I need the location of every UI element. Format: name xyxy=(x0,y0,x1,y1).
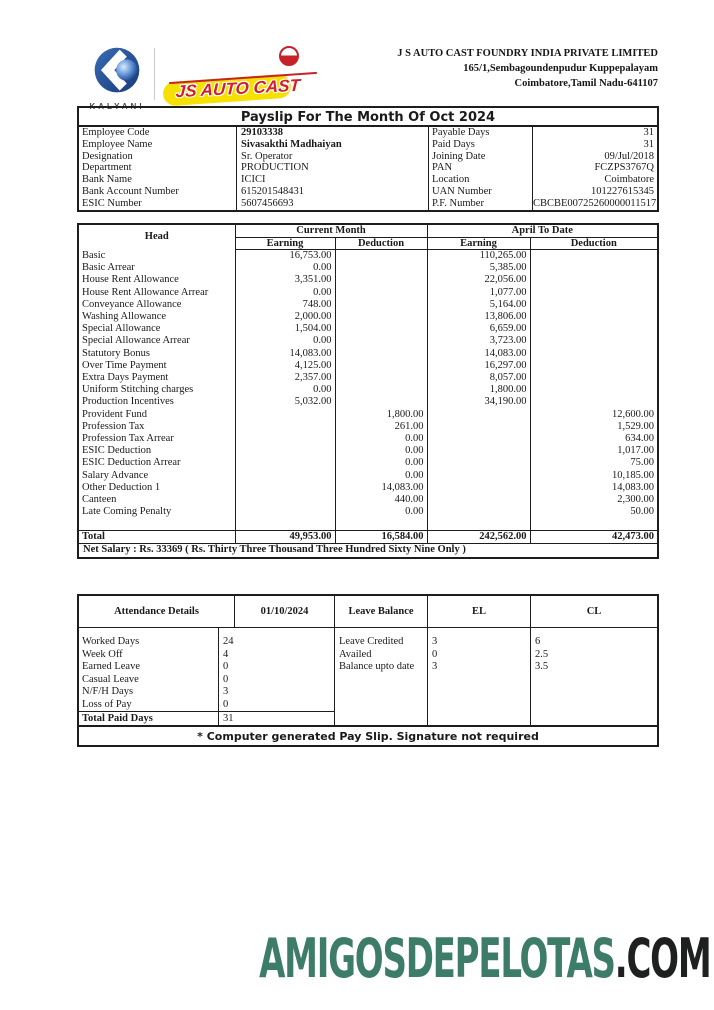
pay-cm-deduction-cell xyxy=(335,287,427,299)
info-value-left: ICICI xyxy=(236,174,428,186)
leave-balance-label: Leave Credited xyxy=(335,636,428,649)
pay-cm-deduction-cell xyxy=(335,274,427,286)
pay-cm-earning-cell: 2,000.00 xyxy=(235,311,335,323)
pay-cm-deduction-cell xyxy=(335,396,427,408)
pay-cm-earning-cell: 0.00 xyxy=(235,335,335,347)
pay-atd-earning-cell xyxy=(427,482,530,494)
attendance-label: Earned Leave xyxy=(82,661,141,672)
attendance-label: Worked Days xyxy=(82,636,140,647)
company-address-line1: 165/1,Sembagoundenpudur Kuppepalayam xyxy=(463,63,658,74)
pay-atd-earning-cell xyxy=(427,457,530,469)
company-name: J S AUTO CAST FOUNDRY INDIA PRIVATE LIMITED xyxy=(397,48,658,59)
total-cm-deduction: 16,584.00 xyxy=(335,531,427,544)
attendance-header-cl: CL xyxy=(586,606,602,617)
info-value-right: FCZPS3767Q xyxy=(532,162,657,174)
info-value-right: 31 xyxy=(532,139,657,151)
pay-head-cell: ESIC Deduction Arrear xyxy=(79,457,235,469)
pay-cm-earning-cell: 5,032.00 xyxy=(235,396,335,408)
leave-balance-label xyxy=(335,686,428,699)
pay-cm-deduction-cell xyxy=(335,311,427,323)
info-label-left: Bank Name xyxy=(82,174,132,186)
pay-atd-earning-cell: 8,057.00 xyxy=(427,372,530,384)
attendance-header-el: EL xyxy=(428,596,531,627)
pay-head-cell: Production Incentives xyxy=(79,396,235,408)
info-label-left: ESIC Number xyxy=(82,197,142,209)
info-value-left: 615201548431 xyxy=(236,186,428,198)
pay-cm-earning-cell: 16,753.00 xyxy=(235,250,335,263)
leave-cl-value: 3.5 xyxy=(535,661,549,672)
employee-info-table xyxy=(79,127,657,210)
pay-row xyxy=(79,311,657,323)
pay-head-cell: Late Coming Penalty xyxy=(79,506,235,518)
pay-atd-deduction-cell xyxy=(530,299,657,311)
pay-cm-earning-cell xyxy=(235,433,335,445)
info-value-right: Coimbatore xyxy=(532,174,657,186)
pay-atd-earning-cell xyxy=(427,409,530,421)
attendance-value: 24 xyxy=(218,636,335,649)
attendance-box xyxy=(77,594,659,747)
pay-cm-deduction-cell xyxy=(335,348,427,360)
pay-row xyxy=(79,348,657,360)
attendance-header xyxy=(79,596,657,628)
info-label-left: Designation xyxy=(82,150,133,162)
total-paid-days-value: 31 xyxy=(218,711,335,725)
pay-table xyxy=(79,225,657,557)
pay-atd-deduction-cell xyxy=(530,372,657,384)
pay-cm-deduction-cell xyxy=(335,250,427,263)
pay-cm-deduction-cell xyxy=(335,262,427,274)
pay-atd-deduction-cell xyxy=(530,360,657,372)
pay-atd-earning-cell: 1,077.00 xyxy=(427,287,530,299)
pay-table-box xyxy=(77,223,659,559)
pay-cm-earning-cell xyxy=(235,470,335,482)
pay-cm-deduction-cell xyxy=(335,323,427,335)
pay-row xyxy=(79,457,657,469)
pay-row xyxy=(79,384,657,396)
pay-row xyxy=(79,360,657,372)
info-value-left: PRODUCTION xyxy=(236,162,428,174)
pay-row xyxy=(79,299,657,311)
pay-atd-earning-cell: 16,297.00 xyxy=(427,360,530,372)
info-value-left: 5607456693 xyxy=(236,198,428,210)
leave-cl-value xyxy=(531,674,657,687)
pay-head-cell: Basic Arrear xyxy=(79,262,235,274)
pay-atd-deduction-cell: 1,529.00 xyxy=(617,420,654,432)
brand-header xyxy=(86,44,658,110)
col-header-april-to-date: April To Date xyxy=(427,225,657,238)
attendance-body xyxy=(79,628,657,725)
pay-row xyxy=(79,470,657,482)
pay-row xyxy=(79,250,657,263)
pay-atd-earning-cell xyxy=(427,506,530,518)
info-label-left: Department xyxy=(82,162,132,174)
info-value-right: 101227615345 xyxy=(532,186,657,198)
pay-row xyxy=(79,274,657,286)
pay-cm-earning-cell xyxy=(235,421,335,433)
net-salary-text: Net Salary : Rs. 33369 ( Rs. Thirty Three Thousand Three Hundred Sixty Nine Only ) xyxy=(83,544,466,556)
leave-el-value xyxy=(428,686,531,699)
pay-head-cell: Special Allowance xyxy=(79,323,235,335)
pay-cm-deduction-cell: 440.00 xyxy=(335,494,427,506)
info-label-right: Location xyxy=(428,174,532,186)
payslip-title: Payslip For The Month Of Oct 2024 xyxy=(79,108,657,127)
pay-atd-earning-cell xyxy=(427,433,530,445)
pay-cm-deduction-cell: 0.00 xyxy=(335,433,427,445)
pay-atd-deduction-cell: 10,185.00 xyxy=(612,469,654,481)
pay-cm-earning-cell: 0.00 xyxy=(235,262,335,274)
total-cm-earning: 49,953.00 xyxy=(235,531,335,544)
logo-divider xyxy=(154,48,155,100)
total-atd-earning: 242,562.00 xyxy=(427,531,530,544)
info-label-left: Employee Name xyxy=(82,138,153,150)
pay-cm-earning-cell: 1,504.00 xyxy=(235,323,335,335)
pay-atd-deduction-cell xyxy=(530,274,657,286)
total-atd-deduction: 42,473.00 xyxy=(530,531,657,544)
pay-head-cell: House Rent Allowance xyxy=(79,274,235,286)
pay-cm-deduction-cell xyxy=(335,360,427,372)
leave-el-value xyxy=(428,674,531,687)
pay-cm-earning-cell: 0.00 xyxy=(235,287,335,299)
attendance-value: 4 xyxy=(218,649,335,662)
pay-row xyxy=(79,433,657,445)
leave-balance-label: Balance upto date xyxy=(335,661,428,674)
pay-atd-earning-cell: 34,190.00 xyxy=(427,396,530,408)
col-header-cm-deduction: Deduction xyxy=(335,238,427,250)
pay-cm-deduction-cell: 0.00 xyxy=(335,445,427,457)
pay-cm-deduction-cell xyxy=(335,372,427,384)
company-address-line2: Coimbatore,Tamil Nadu-641107 xyxy=(514,78,658,89)
attendance-value: 3 xyxy=(218,686,335,699)
pay-row xyxy=(79,323,657,335)
pay-cm-earning-cell: 14,083.00 xyxy=(235,348,335,360)
js-auto-cast-logo-text: JS AUTO CAST xyxy=(175,75,301,102)
pay-row xyxy=(79,287,657,299)
pay-head-cell: Washing Allowance xyxy=(79,311,235,323)
pay-cm-earning-cell: 3,351.00 xyxy=(235,274,335,286)
watermark-main: AMIGOSDEPELOTAS xyxy=(258,927,615,990)
info-value-right: 09/Jul/2018 xyxy=(532,151,657,163)
company-block xyxy=(397,46,658,91)
pay-row xyxy=(79,494,657,506)
attendance-label: Casual Leave xyxy=(82,673,139,685)
pay-atd-deduction-cell xyxy=(530,384,657,396)
pay-atd-earning-cell: 22,056.00 xyxy=(427,274,530,286)
pay-head-cell: Statutory Bonus xyxy=(79,348,235,360)
pay-cm-deduction-cell xyxy=(335,384,427,396)
leave-el-value: 3 xyxy=(428,661,531,674)
pay-atd-deduction-cell xyxy=(530,262,657,274)
pay-cm-earning-cell: 4,125.00 xyxy=(235,360,335,372)
pay-row xyxy=(79,335,657,347)
pay-row xyxy=(79,396,657,408)
attendance-value: 0 xyxy=(218,674,335,687)
pay-atd-earning-cell xyxy=(427,470,530,482)
col-header-atd-earning: Earning xyxy=(427,238,530,250)
pay-row xyxy=(79,482,657,494)
pay-atd-earning-cell: 1,800.00 xyxy=(427,384,530,396)
pay-atd-earning-cell: 13,806.00 xyxy=(427,311,530,323)
pay-atd-deduction-cell xyxy=(530,348,657,360)
leave-el-value: 0 xyxy=(428,649,531,662)
attendance-header-details: Attendance Details xyxy=(79,596,235,627)
pay-atd-earning-cell: 14,083.00 xyxy=(427,348,530,360)
net-salary-row xyxy=(79,544,657,557)
pay-cm-deduction-cell: 14,083.00 xyxy=(335,482,427,494)
js-auto-cast-logo xyxy=(163,46,323,108)
js-auto-cast-emblem-icon xyxy=(279,46,299,66)
attendance-header-leave-balance: Leave Balance xyxy=(335,596,428,627)
pay-head-cell: House Rent Allowance Arrear xyxy=(79,287,235,299)
pay-head-cell: Uniform Stitching charges xyxy=(79,384,235,396)
pay-head-cell: Canteen xyxy=(79,494,235,506)
info-label-right: P.F. Number xyxy=(428,198,532,210)
attendance-label: N/F/H Days xyxy=(82,686,134,697)
pay-head-cell: Provident Fund xyxy=(79,409,235,421)
pay-row xyxy=(79,445,657,457)
leave-balance-label xyxy=(335,674,428,687)
leave-cl-value xyxy=(531,686,657,699)
pay-table-body xyxy=(79,250,657,557)
pay-head-cell: ESIC Deduction xyxy=(79,445,235,457)
pay-cm-deduction-cell: 0.00 xyxy=(335,506,427,518)
pay-cm-earning-cell xyxy=(235,445,335,457)
pay-spacer-row xyxy=(79,518,657,530)
pay-cm-deduction-cell xyxy=(335,335,427,347)
info-value-right: CBCBE00725260000011517 xyxy=(533,197,657,209)
total-paid-days-label: Total Paid Days xyxy=(79,711,218,725)
pay-atd-deduction-cell: 50.00 xyxy=(630,506,654,518)
attendance-value: 0 xyxy=(218,661,335,674)
kalyani-emblem-icon xyxy=(90,83,144,100)
pay-total-row xyxy=(79,531,657,544)
pay-row xyxy=(79,506,657,518)
pay-atd-deduction-cell: 1,017.00 xyxy=(617,445,654,457)
footer-note: * Computer generated Pay Slip. Signature not required xyxy=(79,725,657,745)
col-header-cm-earning: Earning xyxy=(235,238,335,250)
kalyani-logo xyxy=(86,46,148,111)
pay-head-cell: Other Deduction 1 xyxy=(79,482,235,494)
leave-balance-label: Availed xyxy=(335,649,428,662)
attendance-header-date: 01/10/2024 xyxy=(235,596,335,627)
pay-atd-deduction-cell xyxy=(530,250,657,263)
pay-cm-deduction-cell: 261.00 xyxy=(335,421,427,433)
info-value-left: 29103338 xyxy=(236,127,428,139)
pay-atd-deduction-cell xyxy=(530,335,657,347)
leave-cl-value: 2.5 xyxy=(535,648,549,660)
info-label-right: Paid Days xyxy=(428,139,532,151)
pay-atd-deduction-cell: 2,300.00 xyxy=(617,494,654,506)
logo-group xyxy=(86,46,323,111)
pay-head-cell: Salary Advance xyxy=(79,470,235,482)
info-label-right: PAN xyxy=(428,162,532,174)
info-label-right: Joining Date xyxy=(428,151,532,163)
pay-head-cell: Profession Tax Arrear xyxy=(79,433,235,445)
pay-cm-earning-cell xyxy=(235,494,335,506)
pay-head-cell: Over Time Payment xyxy=(79,360,235,372)
info-label-right: UAN Number xyxy=(428,186,532,198)
pay-atd-deduction-cell: 75.00 xyxy=(630,457,654,469)
info-value-right: 31 xyxy=(532,127,657,139)
info-label-right: Payable Days xyxy=(428,127,532,139)
attendance-label: Loss of Pay xyxy=(82,698,132,710)
col-header-current-month: Current Month xyxy=(235,225,427,238)
pay-atd-deduction-cell xyxy=(530,323,657,335)
pay-cm-earning-cell xyxy=(235,482,335,494)
pay-cm-deduction-cell: 0.00 xyxy=(335,457,427,469)
pay-atd-earning-cell: 3,723.00 xyxy=(427,335,530,347)
pay-row xyxy=(79,421,657,433)
attendance-value: 0 xyxy=(218,699,335,712)
leave-cl-value xyxy=(531,699,657,712)
pay-atd-deduction-cell: 634.00 xyxy=(625,433,654,445)
pay-atd-deduction-cell xyxy=(530,287,657,299)
pay-head-cell: Extra Days Payment xyxy=(79,372,235,384)
pay-cm-deduction-cell: 1,800.00 xyxy=(335,409,427,421)
pay-cm-earning-cell xyxy=(235,409,335,421)
pay-head-cell: Special Allowance Arrear xyxy=(79,335,235,347)
kalyani-logo-text: KALYANI xyxy=(89,102,145,111)
pay-row xyxy=(79,409,657,421)
info-label-left: Bank Account Number xyxy=(82,185,179,197)
pay-head-cell: Profession Tax xyxy=(79,421,235,433)
pay-cm-earning-cell xyxy=(235,506,335,518)
attendance-label: Week Off xyxy=(82,648,123,660)
info-value-left: Sr. Operator xyxy=(236,151,428,163)
leave-el-value xyxy=(428,699,531,712)
pay-atd-earning-cell: 5,164.00 xyxy=(427,299,530,311)
pay-atd-earning-cell: 110,265.00 xyxy=(427,250,530,263)
title-info-box xyxy=(77,106,659,212)
pay-cm-deduction-cell: 0.00 xyxy=(335,470,427,482)
pay-atd-earning-cell: 5,385.00 xyxy=(427,262,530,274)
pay-cm-earning-cell: 0.00 xyxy=(235,384,335,396)
info-label-left: Employee Code xyxy=(82,127,150,138)
pay-atd-deduction-cell: 14,083.00 xyxy=(612,481,654,493)
leave-el-value: 3 xyxy=(428,636,531,649)
pay-cm-earning-cell xyxy=(235,457,335,469)
col-header-atd-deduction: Deduction xyxy=(530,238,657,250)
total-label: Total xyxy=(79,531,235,544)
watermark xyxy=(259,927,710,990)
pay-atd-earning-cell: 6,659.00 xyxy=(427,323,530,335)
pay-atd-earning-cell xyxy=(427,421,530,433)
pay-row xyxy=(79,372,657,384)
col-header-head: Head xyxy=(79,225,235,250)
pay-cm-deduction-cell xyxy=(335,299,427,311)
pay-atd-earning-cell xyxy=(427,445,530,457)
pay-head-cell: Basic xyxy=(79,250,235,263)
leave-balance-label xyxy=(335,699,428,712)
pay-atd-earning-cell xyxy=(427,494,530,506)
info-value-left: Sivasakthi Madhaiyan xyxy=(236,139,428,151)
pay-head-cell: Conveyance Allowance xyxy=(79,299,235,311)
leave-cl-value: 6 xyxy=(535,636,541,647)
pay-atd-deduction-cell xyxy=(530,311,657,323)
pay-atd-deduction-cell xyxy=(530,396,657,408)
watermark-suffix: .COM xyxy=(614,927,710,990)
pay-cm-earning-cell: 748.00 xyxy=(235,299,335,311)
pay-cm-earning-cell: 2,357.00 xyxy=(235,372,335,384)
pay-atd-deduction-cell: 12,600.00 xyxy=(612,408,654,420)
pay-row xyxy=(79,262,657,274)
